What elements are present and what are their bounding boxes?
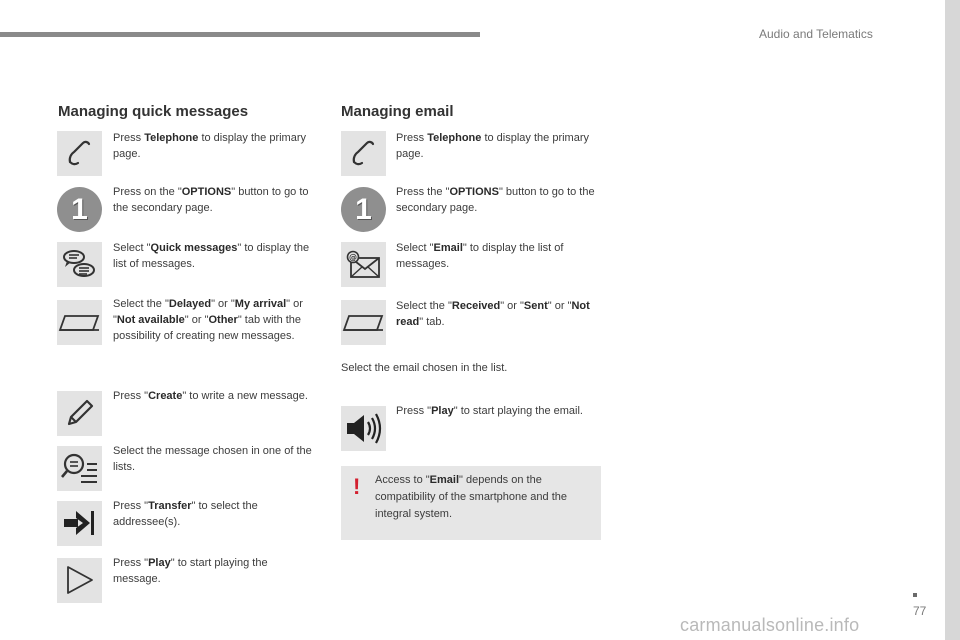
step-telephone-text: Press Telephone to display the primary page.	[113, 132, 306, 160]
page-marker-dot	[913, 593, 917, 597]
watermark: carmanualsonline.info	[680, 615, 860, 635]
step-create-text: Press "Create" to write a new message.	[113, 390, 308, 402]
note-text: Access to "Email" depends on the compatibility of the smartphone and the integral system.	[375, 474, 568, 520]
search-list-icon	[57, 446, 102, 491]
telephone-icon	[57, 131, 102, 176]
step-select-message-text: Select the message chosen in one of the lists.	[113, 445, 312, 473]
email-step-options-text: Press the "OPTIONS" button to go to the secondary page.	[396, 186, 595, 214]
play-icon	[57, 558, 102, 603]
step-transfer-text: Press "Transfer" to select the addressee(s).	[113, 500, 258, 528]
email-select-plain-text: Select the email chosen in the list.	[341, 362, 508, 374]
step-play-message-text: Press "Play" to start playing the message.	[113, 557, 268, 585]
email-icon	[341, 242, 386, 287]
transfer-arrow-icon	[57, 501, 102, 546]
alert-icon: !	[353, 474, 361, 499]
compatibility-note	[341, 466, 601, 540]
email-step-tabs-text: Select the "Received" or "Sent" or "Not read" tab.	[396, 300, 590, 328]
quick-messages-title: Managing quick messages	[58, 103, 249, 120]
speaker-icon	[341, 406, 386, 451]
step-quick-messages-text: Select "Quick messages" to display the list of messages.	[113, 242, 310, 270]
managing-email-title: Managing email	[341, 103, 454, 120]
section-header: Audio and Telematics	[759, 27, 873, 41]
step-tabs-text: Select the "Delayed" or "My arrival" or "Not available" or "Other" tab with the possibility of creating new messages.	[113, 298, 303, 342]
tab-icon	[57, 300, 102, 345]
step-number-badge: 1	[341, 187, 386, 232]
pencil-icon	[57, 391, 102, 436]
page-number: 77	[913, 604, 927, 618]
email-step-telephone-text: Press Telephone to display the primary page.	[396, 132, 589, 160]
email-step-select-text: Select "Email" to display the list of messages.	[396, 242, 564, 270]
step-number-badge: 1	[57, 187, 102, 232]
tab-icon	[341, 300, 386, 345]
step-options-text: Press on the "OPTIONS" button to go to the secondary page.	[113, 186, 309, 214]
telephone-icon	[341, 131, 386, 176]
right-margin-bar	[945, 0, 960, 640]
top-rule	[0, 32, 480, 37]
email-step-play-text: Press "Play" to start playing the email.	[396, 405, 583, 417]
quick-messages-icon	[57, 242, 102, 287]
svg-text:@: @	[349, 253, 357, 262]
